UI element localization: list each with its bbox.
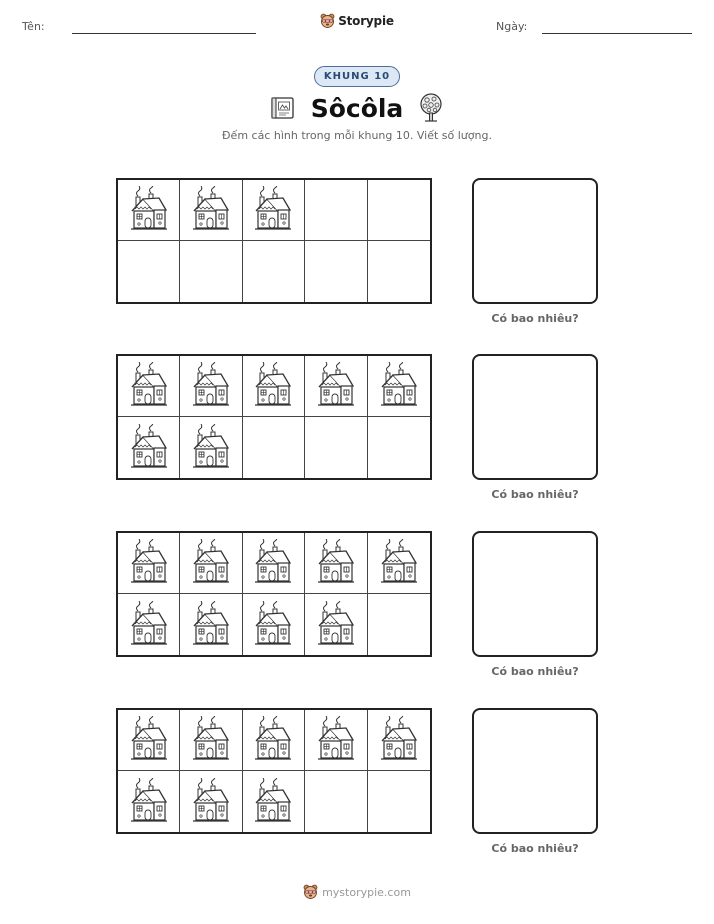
gingerbread-house-icon (253, 362, 293, 410)
date-label: Ngày: (496, 20, 528, 33)
gingerbread-house-icon (191, 362, 231, 410)
frame-cell (305, 356, 367, 417)
frame-cell (305, 710, 367, 771)
storypie-mascot-icon (320, 13, 335, 29)
frame-cell (305, 417, 367, 478)
footer-url: mystorypie.com (322, 885, 411, 899)
frame-cell (305, 594, 367, 655)
gingerbread-house-icon (253, 778, 293, 826)
answer-label: Có bao nhiêu? (491, 312, 579, 325)
gingerbread-house-icon (253, 539, 293, 587)
frame-cell (243, 241, 305, 302)
gingerbread-house-icon (316, 539, 356, 587)
gingerbread-house-icon (191, 778, 231, 826)
answer-label: Có bao nhiêu? (491, 665, 579, 678)
gingerbread-house-icon (379, 539, 419, 587)
frame-cell (305, 180, 367, 241)
frame-cell (180, 241, 242, 302)
frame-cell (180, 710, 242, 771)
date-line[interactable] (542, 33, 692, 34)
frame-cell (180, 417, 242, 478)
frame-cell (243, 710, 305, 771)
gingerbread-house-icon (129, 424, 169, 472)
gingerbread-house-icon (191, 601, 231, 649)
answer-label: Có bao nhiêu? (491, 488, 579, 501)
frame-cell (118, 180, 180, 241)
gingerbread-house-icon (253, 716, 293, 764)
frame-cell (368, 594, 430, 655)
gingerbread-house-icon (191, 716, 231, 764)
name-line[interactable] (72, 33, 256, 34)
name-label: Tên: (22, 20, 45, 33)
answer-label: Có bao nhiêu? (491, 842, 579, 855)
gingerbread-house-icon (129, 716, 169, 764)
frame-cell (368, 356, 430, 417)
frame-badge: KHUNG 10 (314, 66, 400, 87)
frame-cell (180, 180, 242, 241)
instructions: Đếm các hình trong mỗi khung 10. Viết số lượng. (222, 129, 492, 142)
frame-cell (243, 771, 305, 832)
ten-frame (116, 354, 432, 480)
frame-cell (305, 241, 367, 302)
frame-cell (243, 180, 305, 241)
frame-cell (180, 356, 242, 417)
gingerbread-house-icon (379, 716, 419, 764)
storypie-mascot-icon (303, 884, 318, 900)
gingerbread-house-icon (253, 601, 293, 649)
answer-box[interactable] (472, 531, 598, 657)
gingerbread-house-icon (316, 362, 356, 410)
gingerbread-house-icon (129, 601, 169, 649)
gingerbread-house-icon (379, 362, 419, 410)
gingerbread-house-icon (253, 186, 293, 234)
frame-cell (243, 533, 305, 594)
ten-frame (116, 178, 432, 304)
frame-cell (368, 710, 430, 771)
answer-box[interactable] (472, 178, 598, 304)
ten-frame (116, 531, 432, 657)
frame-cell (368, 180, 430, 241)
frame-cell (118, 710, 180, 771)
gingerbread-house-icon (316, 601, 356, 649)
ten-frame (116, 708, 432, 834)
frame-cell (243, 417, 305, 478)
answer-box[interactable] (472, 354, 598, 480)
gingerbread-house-icon (129, 778, 169, 826)
brand-logo (0, 13, 714, 29)
frame-cell (118, 241, 180, 302)
gingerbread-house-icon (129, 186, 169, 234)
page-title: Sôcôla (310, 93, 404, 123)
frame-cell (118, 417, 180, 478)
frame-cell (305, 533, 367, 594)
frame-cell (118, 533, 180, 594)
gingerbread-house-icon (316, 716, 356, 764)
frame-cell (368, 241, 430, 302)
frame-cell (180, 533, 242, 594)
frame-cell (180, 594, 242, 655)
gingerbread-house-icon (191, 424, 231, 472)
frame-cell (243, 594, 305, 655)
frame-cell (180, 771, 242, 832)
footer (0, 884, 714, 900)
tree-icon (417, 93, 445, 123)
frame-cell (368, 771, 430, 832)
book-icon (269, 94, 297, 122)
frame-cell (118, 771, 180, 832)
answer-box[interactable] (472, 708, 598, 834)
frame-cell (118, 594, 180, 655)
frame-cell (118, 356, 180, 417)
frame-cell (243, 356, 305, 417)
gingerbread-house-icon (191, 186, 231, 234)
frame-cell (368, 533, 430, 594)
frame-cell (368, 417, 430, 478)
brand-name: Storypie (338, 14, 394, 28)
gingerbread-house-icon (129, 539, 169, 587)
gingerbread-house-icon (191, 539, 231, 587)
frame-cell (305, 771, 367, 832)
gingerbread-house-icon (129, 362, 169, 410)
